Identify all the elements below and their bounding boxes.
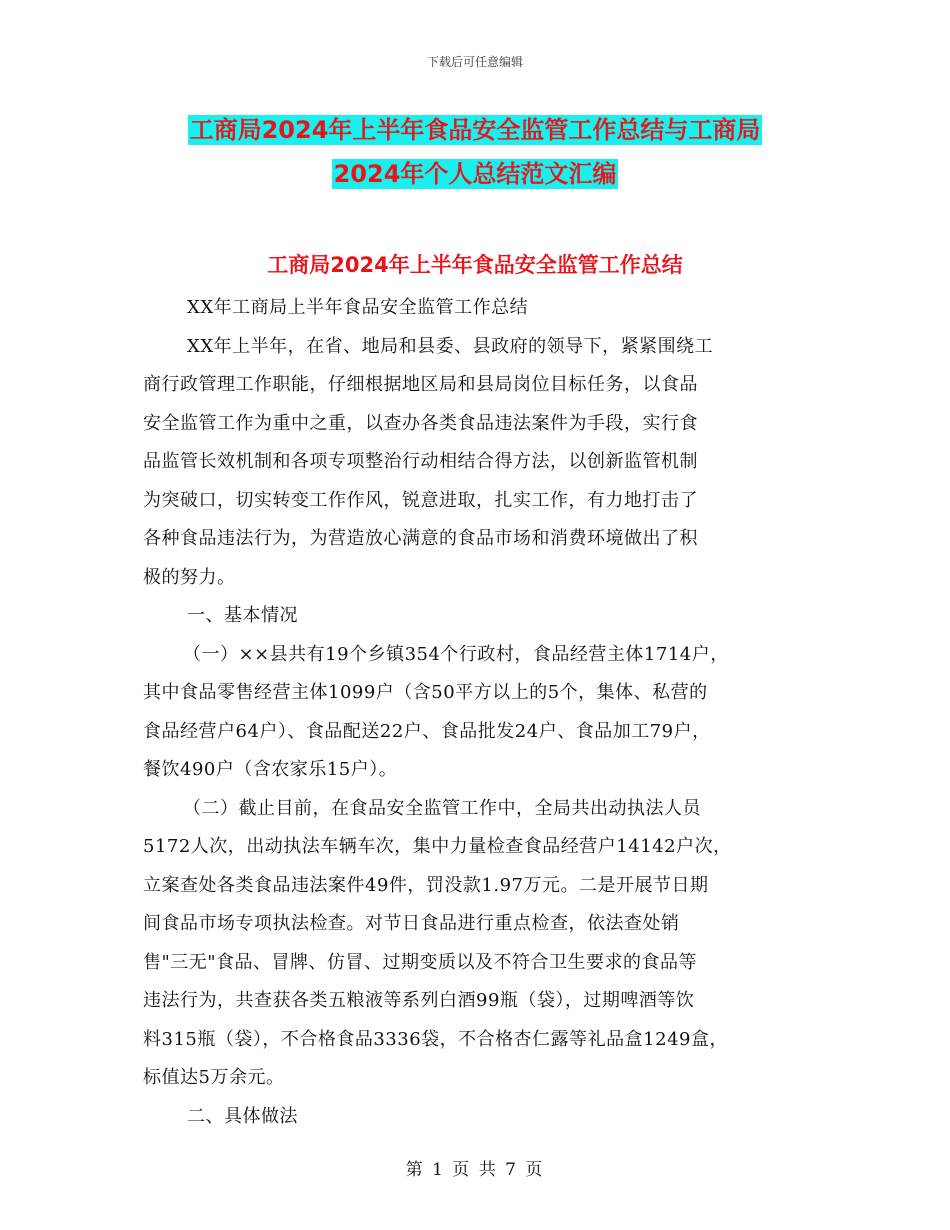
body-line: 为突破口，切实转变工作作风，锐意进取，扎实工作，有力地打击了 bbox=[143, 489, 698, 511]
title-line-2-text: 2024年个人总结范文汇编 bbox=[333, 160, 617, 188]
body-line: 品监管长效机制和各项专项整治行动相结合得方法，以创新监管机制 bbox=[143, 451, 698, 472]
body-line: 售"三无"食品、冒牌、仿冒、过期变质以及不符合卫生要求的食品等 bbox=[143, 951, 698, 973]
document-title-line-2 bbox=[0, 158, 950, 190]
title-line-1-text: 工商局2024年上半年食品安全监管工作总结与工商局 bbox=[189, 116, 761, 144]
header-note: 下载后可任意编辑 bbox=[426, 55, 523, 69]
body-line: 其中食品零售经营主体1099户（含50平方以上的5个，集体、私营的 bbox=[143, 682, 708, 703]
body-line: 商行政管理工作职能，仔细根据地区局和县局岗位目标任务，以食品 bbox=[143, 374, 698, 395]
body-line: XX年工商局上半年食品安全监管工作总结 bbox=[187, 297, 529, 318]
body-line: 餐饮490户（含农家乐15户）。 bbox=[143, 759, 398, 780]
body-text bbox=[143, 289, 823, 1136]
body-line: 料315瓶（袋），不合格食品3336袋，不合格杏仁露等礼品盒1249盒， bbox=[143, 1028, 728, 1050]
body-line: 极的努力。 bbox=[143, 566, 236, 588]
body-line: 食品经营户64户）、食品配送22户、食品批发24户、食品加工79户， bbox=[143, 720, 711, 742]
body-line: 5172人次，出动执法车辆车次，集中力量检查食品经营户14142户次， bbox=[143, 836, 732, 857]
body-line: （二）截止目前，在食品安全监管工作中，全局共出动执法人员 bbox=[183, 797, 701, 819]
body-line: 间食品市场专项执法检查。对节日食品进行重点检查，依法查处销 bbox=[143, 913, 680, 934]
section-title: 工商局2024年上半年食品安全监管工作总结 bbox=[267, 253, 683, 277]
document-title-line-1 bbox=[0, 114, 950, 146]
body-line: 各种食品违法行为，为营造放心满意的食品市场和消费环境做出了积 bbox=[143, 528, 698, 549]
page-number: 第 1 页 共 7 页 bbox=[405, 1160, 545, 1180]
section-heading: 一、基本情况 bbox=[187, 605, 298, 626]
body-line: 违法行为，共查获各类五粮液等系列白酒99瓶（袋），过期啤酒等饮 bbox=[143, 990, 695, 1011]
body-line: 安全监管工作为重中之重，以查办各类食品违法案件为手段，实行食 bbox=[143, 412, 698, 434]
section-heading: 二、具体做法 bbox=[187, 1105, 298, 1127]
body-line: XX年上半年，在省、地局和县委、县政府的领导下，紧紧围绕工 bbox=[187, 335, 714, 357]
body-line: 标值达5万余元。 bbox=[143, 1067, 285, 1088]
body-line: （一）××县共有19个乡镇354个行政村，食品经营主体1714户， bbox=[183, 643, 729, 665]
body-line: 立案查处各类食品违法案件49件，罚没款1.97万元。二是开展节日期 bbox=[143, 874, 709, 896]
